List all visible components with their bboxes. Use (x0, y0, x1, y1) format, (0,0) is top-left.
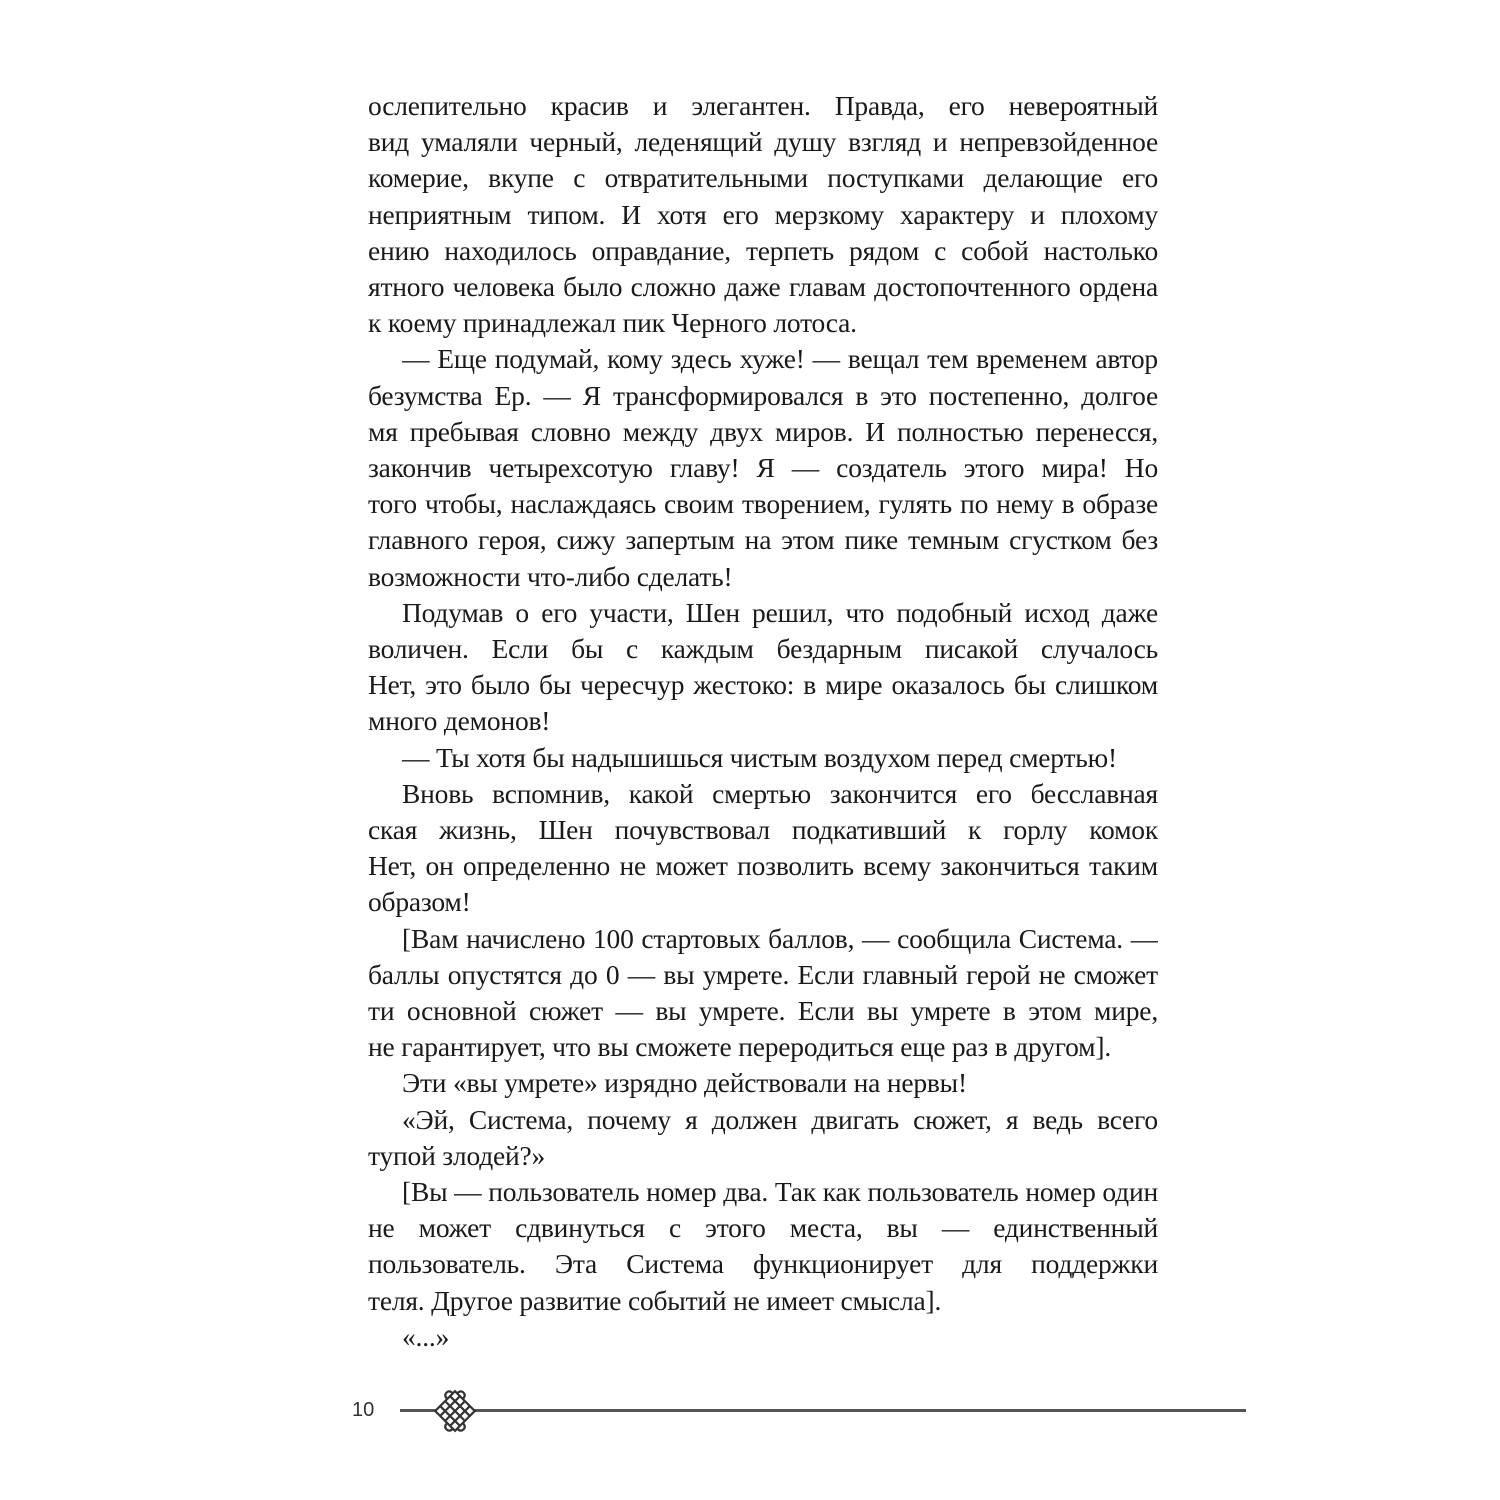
text-line: Нет, он определенно не может позволить всему закончиться таким (368, 850, 1158, 882)
endless-knot-icon (432, 1388, 478, 1434)
text-line: комерие, вкупе с отвратительными поступками делающие его (368, 162, 1158, 194)
text-line: «Эй, Система, почему я должен двигать сюжет, я ведь всего (402, 1103, 1158, 1135)
text-line: вид умаляли черный, леденящий душу взгляд и непревзойденное (368, 126, 1158, 158)
text-line: теля. Другое развитие событий не имеет смысла]. (368, 1284, 942, 1316)
text-line: Нет, это было бы чересчур жестоко: в мире оказалось бы слишком (368, 669, 1158, 701)
text-line: ослепительно красив и элегантен. Правда, его невероятный (368, 90, 1158, 121)
text-line: — Ты хотя бы надышишься чистым воздухом перед смертью! (402, 741, 1117, 773)
text-line: ятного человека было сложно даже главам достопочтенного ордена (368, 271, 1158, 302)
text-line: [Вы — пользователь номер два. Так как пользователь номер один (402, 1176, 1158, 1207)
text-line: ению находилось оправдание, терпеть рядом с собой настолько (368, 234, 1158, 266)
text-line: Эти «вы умрете» изрядно действовали на нервы! (402, 1067, 967, 1099)
text-line: безумства Ер. — Я трансформировался в это постепенно, долгое (368, 379, 1158, 411)
text-line: Вновь вспомнив, какой смертью закончится его бесславная (402, 777, 1158, 809)
text-line: баллы опустятся до 0 — вы умрете. Если главный герой не сможет (368, 958, 1158, 990)
text-line: того чтобы, наслаждаясь своим творением, гулять по нему в образе (368, 488, 1158, 520)
text-line: ти основной сюжет — вы умрете. Если вы умрете в этом мире, (368, 995, 1158, 1026)
page-number: 10 (352, 1399, 375, 1421)
text-line: ская жизнь, Шен почувствовал подкативший к горлу комок (368, 814, 1158, 845)
text-line: — Еще подумай, кому здесь хуже! — вещал тем временем автор (402, 343, 1158, 375)
text-line: Подумав о его участи, Шен решил, что подобный исход даже (402, 596, 1158, 628)
text-line: не гарантирует, что вы сможете переродиться еще раз в другом]. (368, 1031, 1112, 1063)
text-line: не может сдвинуться с этого места, вы — единственный (368, 1212, 1158, 1244)
text-line: мя пребывая словно между двух миров. И полностью перенесся, (368, 415, 1158, 447)
text-line: закончив четырехсотую главу! Я — создатель этого мира! Но (368, 452, 1158, 483)
text-line: тупой злодей?» (368, 1139, 546, 1171)
text-line: неприятным типом. И хотя его мерзкому характеру и плохому (368, 198, 1158, 230)
text-line: много демонов! (368, 705, 551, 737)
text-line: возможности что-либо сделать! (368, 560, 733, 592)
text-line: образом! (368, 886, 471, 918)
text-line: главного героя, сижу запертым на этом пике темным сгустком без (368, 524, 1158, 556)
text-line: воличен. Если бы с каждым бездарным писакой случалось (368, 633, 1158, 664)
text-line: к коему принадлежал пик Черного лотоса. (368, 307, 857, 339)
text-line: [Вам начислено 100 стартовых баллов, — сообщила Система. — (402, 922, 1158, 954)
footer-rule (400, 1409, 1246, 1412)
text-line: «...» (402, 1320, 450, 1352)
text-line: пользователь. Эта Система функционирует для поддержки (368, 1248, 1158, 1280)
